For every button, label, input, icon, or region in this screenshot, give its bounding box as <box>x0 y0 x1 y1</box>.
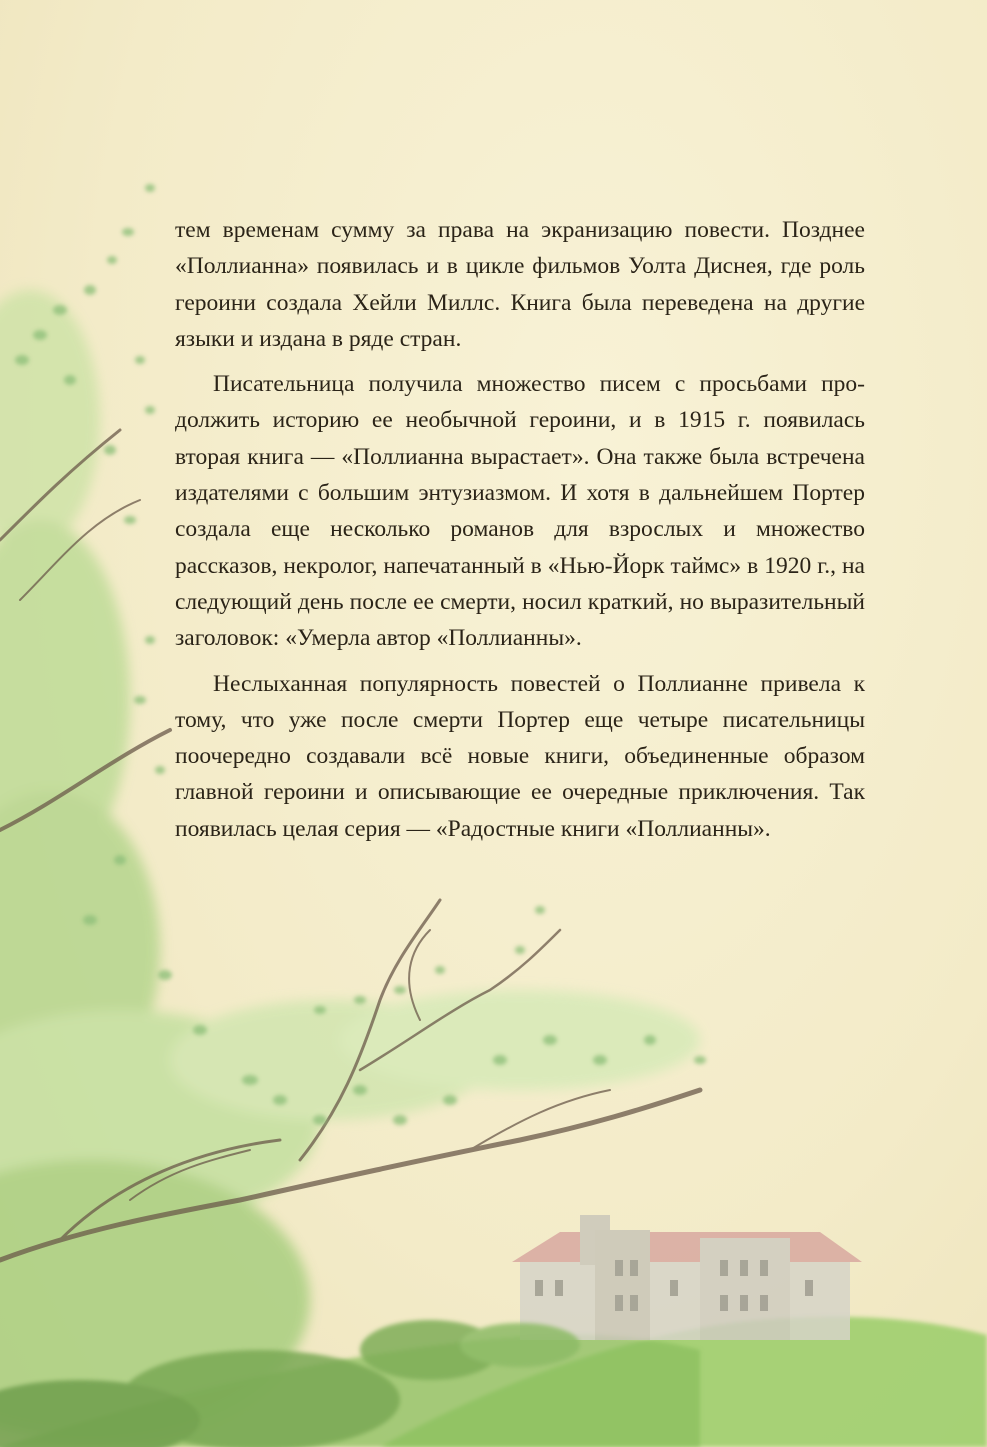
paragraph-1: тем временам сумму за права на экранизацию повести. Позднее «Поллианна» появилась и в цикле фильмов Уолта Диснея, где роль героини создала Хейли Миллс. Книга была переведена на другие языки и издана в ряде стран. <box>175 217 865 352</box>
manor-house <box>512 1215 862 1340</box>
body-text <box>175 212 865 847</box>
paragraph-2: Писательница получила множество писем с просьбами продолжить историю ее необычной героини, и в 1915 г. появилась вторая книга — «Поллианна вырастает». Она также была встречена издателями с большим энтузиазмом. И хотя в дальнейшем Портер создала еще несколько романов для взрослых и множество рассказов, некролог, напечатанный в «Нью-Йорк таймс» в 1920 г., на следующий день после ее смерти, носил краткий, но выразительный заголовок: «Умерла автор «Поллианны». <box>175 371 865 652</box>
paragraph-3: Неслыханная популярность повестей о Поллианне привела к тому, что уже после смерти Портер еще четыре писательницы поочередно создавали всё новые книги, объединенные образом главной героини и описывающие ее очередные приключения. Так появилась целая серия — «Радостные книги «Поллианны». <box>175 670 865 842</box>
